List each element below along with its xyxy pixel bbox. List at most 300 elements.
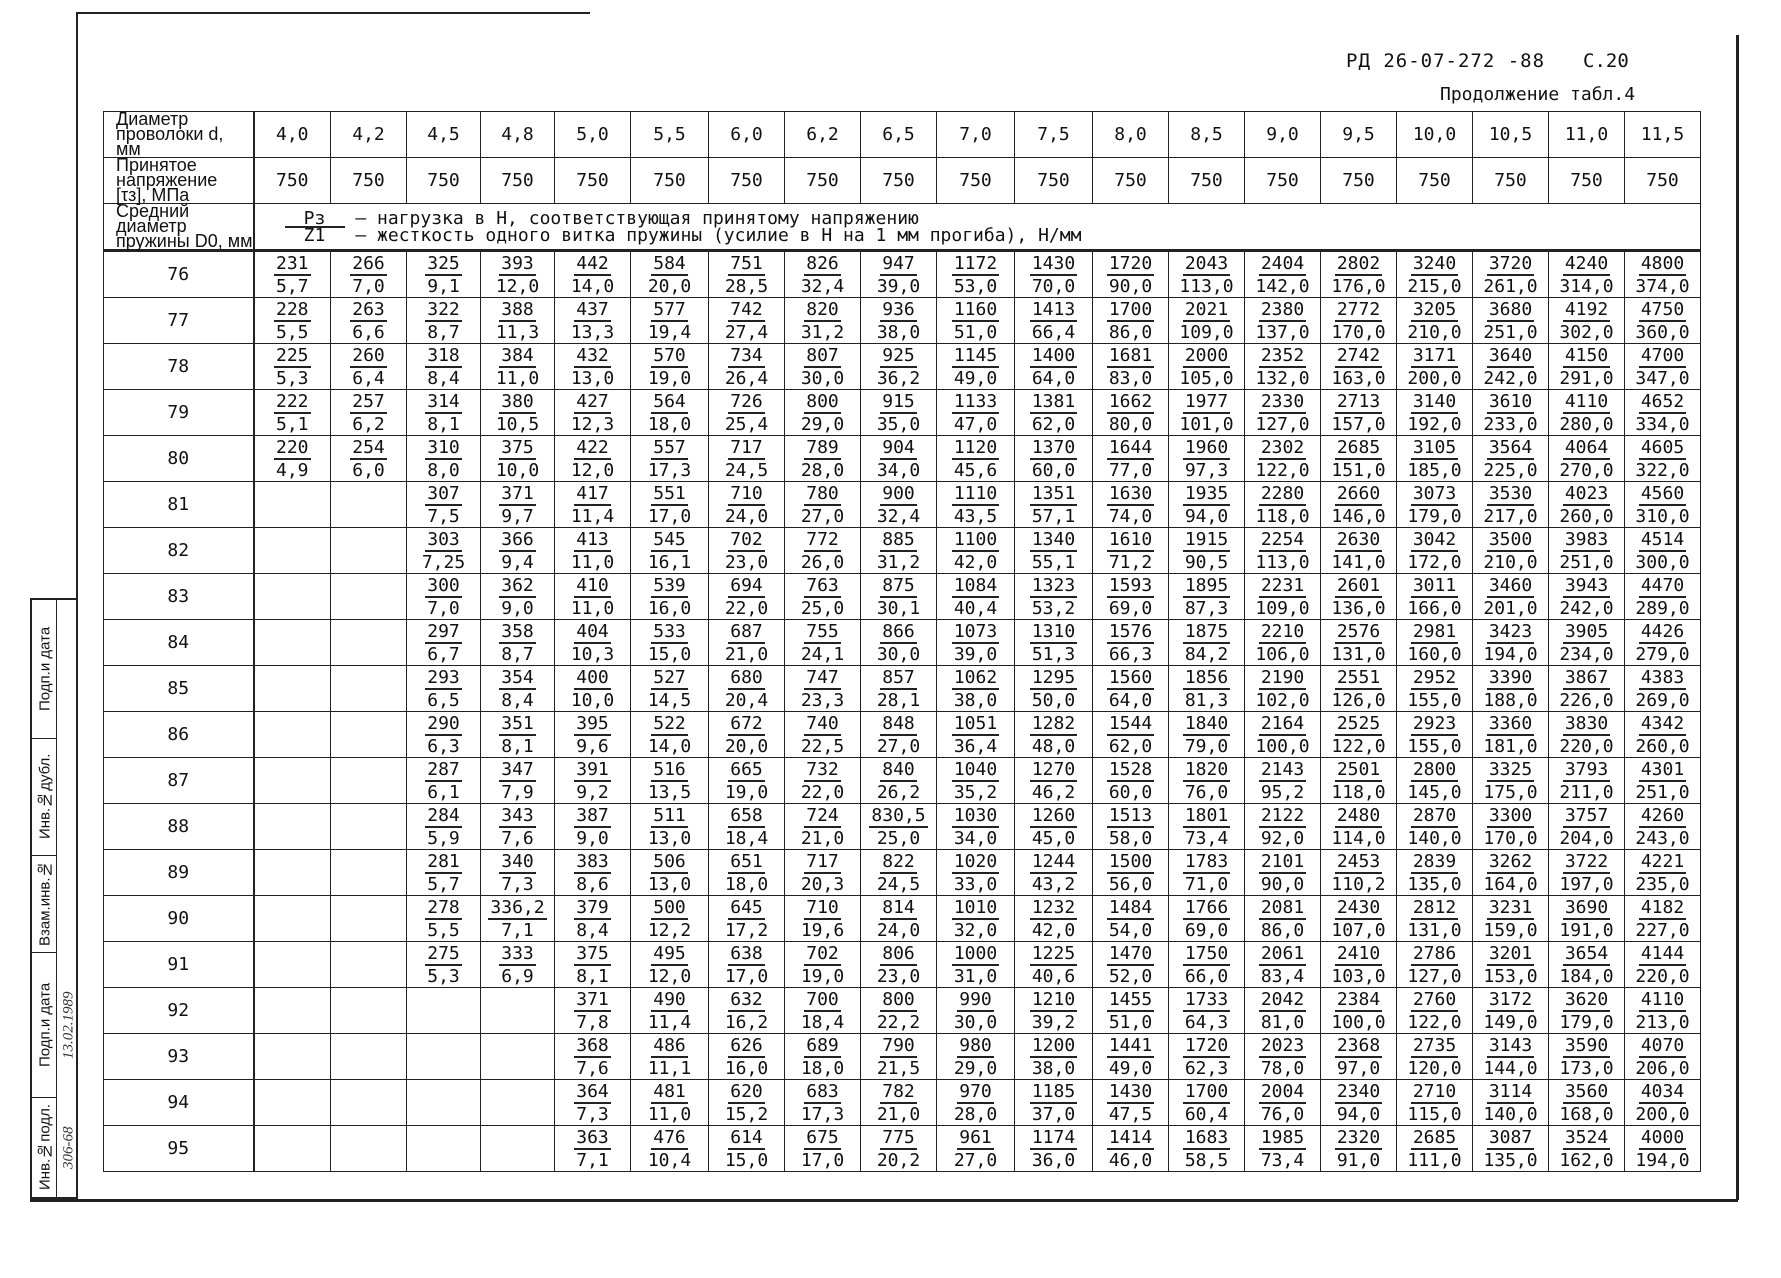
stiffness-value: 149,0 xyxy=(1483,1011,1538,1033)
fraction xyxy=(1635,345,1689,389)
load-stiffness-cell xyxy=(555,804,631,850)
load-value: 2122 xyxy=(1260,804,1305,826)
stiffness-value: 162,0 xyxy=(1559,1149,1614,1171)
stress-value: 750 xyxy=(861,158,937,204)
load-stiffness-cell xyxy=(1169,942,1245,988)
stress-value: 750 xyxy=(331,158,407,204)
load-value: 1544 xyxy=(1108,712,1153,734)
fraction xyxy=(725,253,768,297)
stiffness-value: 55,1 xyxy=(1031,551,1076,573)
load-value: 4150 xyxy=(1564,344,1609,366)
fraction xyxy=(1335,1081,1382,1125)
fraction xyxy=(725,299,768,343)
wire-diameter-value: 7,0 xyxy=(937,112,1015,158)
stiffness-value: 64,0 xyxy=(1108,689,1153,711)
load-stiffness-cell xyxy=(937,1034,1015,1080)
load-stiffness-cell xyxy=(1169,390,1245,436)
fraction xyxy=(1559,483,1613,527)
load-value: 1683 xyxy=(1184,1126,1229,1148)
stiffness-value: 251,0 xyxy=(1635,781,1690,803)
load-stiffness-cell xyxy=(481,666,555,712)
load-stiffness-cell xyxy=(407,850,481,896)
table-row xyxy=(104,298,1701,344)
load-value: 710 xyxy=(806,896,839,918)
load-stiffness-cell xyxy=(1397,1126,1473,1172)
load-stiffness-cell xyxy=(555,298,631,344)
fraction xyxy=(574,1127,611,1171)
fraction xyxy=(1183,897,1230,941)
stiffness-value: 7,5 xyxy=(427,505,460,527)
stiffness-value: 90,0 xyxy=(1260,873,1305,895)
load-stiffness-cell xyxy=(254,436,331,482)
stiffness-value: 95,2 xyxy=(1260,781,1305,803)
mean-diameter-value: 93 xyxy=(104,1034,254,1080)
fraction xyxy=(274,299,311,343)
fraction xyxy=(1183,437,1230,481)
load-stiffness-cell xyxy=(1093,1126,1169,1172)
fraction xyxy=(1030,253,1077,297)
load-value: 1351 xyxy=(1031,482,1076,504)
load-stiffness-cell xyxy=(1549,850,1625,896)
load-stiffness-cell xyxy=(1549,574,1625,620)
load-stiffness-cell xyxy=(1625,1126,1701,1172)
stress-value: 750 xyxy=(1093,158,1169,204)
load-value: 395 xyxy=(576,712,609,734)
load-stiffness-cell xyxy=(1397,896,1473,942)
stiffness-value: 9,0 xyxy=(501,597,534,619)
stiffness-value: 155,0 xyxy=(1407,689,1462,711)
load-stiffness-cell xyxy=(254,712,331,758)
load-value: 413 xyxy=(576,528,609,550)
fraction xyxy=(801,575,844,619)
legend-numerator: Pз xyxy=(285,211,345,228)
load-stiffness-cell xyxy=(785,620,861,666)
load-stiffness-cell xyxy=(1549,482,1625,528)
wire-diameter-value: 8,0 xyxy=(1093,112,1169,158)
fraction xyxy=(425,897,462,941)
load-value: 290 xyxy=(427,712,460,734)
legend-cell xyxy=(254,204,1701,251)
load-value: 807 xyxy=(806,344,839,366)
stiffness-value: 10,4 xyxy=(647,1149,692,1171)
load-stiffness-cell xyxy=(1093,528,1169,574)
fraction xyxy=(1179,253,1233,297)
fraction xyxy=(1635,805,1689,849)
load-value: 347 xyxy=(501,758,534,780)
load-value: 4192 xyxy=(1564,298,1609,320)
fraction xyxy=(725,529,768,573)
stiffness-value: 17,3 xyxy=(800,1103,845,1125)
stiffness-value: 5,5 xyxy=(275,321,309,343)
load-stiffness-cell xyxy=(555,1034,631,1080)
stiffness-value: 27,4 xyxy=(724,321,769,343)
load-value: 486 xyxy=(653,1034,686,1056)
fraction xyxy=(648,437,691,481)
fraction xyxy=(350,345,387,389)
stiffness-value: 5,7 xyxy=(427,873,460,895)
stiffness-value: 200,0 xyxy=(1407,367,1462,389)
load-stiffness-cell xyxy=(1549,758,1625,804)
fraction xyxy=(1483,1127,1537,1171)
fraction xyxy=(1559,437,1613,481)
load-value: 3262 xyxy=(1488,850,1533,872)
stiffness-value: 217,0 xyxy=(1483,505,1538,527)
stiffness-value: 7,6 xyxy=(576,1057,609,1079)
load-value: 1010 xyxy=(953,896,998,918)
fraction xyxy=(952,529,999,573)
load-value: 1084 xyxy=(953,574,998,596)
load-value: 4514 xyxy=(1640,528,1685,550)
stiffness-value: 20,4 xyxy=(724,689,769,711)
fraction xyxy=(425,621,462,665)
stiffness-value: 30,0 xyxy=(876,643,921,665)
load-stiffness-cell xyxy=(555,482,631,528)
stamp-label-inv-orig: Инв.№подл. xyxy=(36,1104,54,1191)
load-value: 379 xyxy=(576,896,609,918)
stiffness-value: 31,2 xyxy=(800,321,845,343)
fraction xyxy=(801,391,844,435)
load-stiffness-cell xyxy=(555,344,631,390)
load-stiffness-cell xyxy=(937,298,1015,344)
load-value: 740 xyxy=(806,712,839,734)
fraction xyxy=(952,437,999,481)
fraction xyxy=(1407,253,1461,297)
load-stiffness-cell xyxy=(1245,390,1321,436)
stress-value: 750 xyxy=(1473,158,1549,204)
load-stiffness-cell xyxy=(331,251,407,298)
load-value: 3867 xyxy=(1564,666,1609,688)
load-stiffness-cell xyxy=(555,528,631,574)
load-stiffness-cell xyxy=(481,574,555,620)
load-value: 915 xyxy=(882,390,915,412)
load-value: 1766 xyxy=(1184,896,1229,918)
load-value: 432 xyxy=(576,344,609,366)
load-value: 3423 xyxy=(1488,620,1533,642)
load-value: 683 xyxy=(806,1080,839,1102)
stiffness-value: 8,7 xyxy=(501,643,534,665)
load-stiffness-cell xyxy=(1397,574,1473,620)
load-stiffness-cell xyxy=(555,942,631,988)
load-stiffness-cell xyxy=(1625,1080,1701,1126)
fraction xyxy=(1635,253,1689,297)
fraction xyxy=(725,391,768,435)
load-stiffness-cell xyxy=(785,528,861,574)
load-value: 2870 xyxy=(1412,804,1457,826)
load-stiffness-cell xyxy=(1549,1034,1625,1080)
load-stiffness-cell xyxy=(1015,574,1093,620)
stiffness-value: 105,0 xyxy=(1179,367,1234,389)
wire-diameter-value: 9,5 xyxy=(1321,112,1397,158)
stiffness-value: 24,1 xyxy=(800,643,845,665)
wire-diameter-value: 5,0 xyxy=(555,112,631,158)
load-value: 307 xyxy=(427,482,460,504)
load-value: 782 xyxy=(882,1080,915,1102)
stiffness-value: 78,0 xyxy=(1260,1057,1305,1079)
page-number: С.20 xyxy=(1583,50,1629,72)
stiffness-value: 4,9 xyxy=(275,459,309,481)
stiffness-value: 170,0 xyxy=(1483,827,1538,849)
fraction xyxy=(574,989,611,1033)
load-stiffness-cell xyxy=(1473,666,1549,712)
load-value: 1232 xyxy=(1031,896,1076,918)
load-value: 354 xyxy=(501,666,534,688)
load-stiffness-cell xyxy=(331,942,407,988)
stiffness-value: 145,0 xyxy=(1407,781,1462,803)
load-stiffness-cell xyxy=(331,620,407,666)
fraction xyxy=(952,575,999,619)
load-stiffness-cell xyxy=(1397,390,1473,436)
wire-diameter-value: 5,5 xyxy=(631,112,709,158)
load-value: 970 xyxy=(959,1080,992,1102)
stiffness-value: 10,3 xyxy=(570,643,615,665)
load-stiffness-cell xyxy=(631,758,709,804)
load-value: 222 xyxy=(275,390,309,412)
fraction xyxy=(1407,805,1461,849)
stiffness-value: 60,0 xyxy=(1108,781,1153,803)
load-value: 1282 xyxy=(1031,712,1076,734)
load-value: 1145 xyxy=(953,344,998,366)
load-stiffness-cell xyxy=(1015,482,1093,528)
load-stiffness-cell xyxy=(1245,1080,1321,1126)
load-value: 225 xyxy=(275,344,309,366)
load-value: 904 xyxy=(882,436,915,458)
fraction xyxy=(1107,299,1154,343)
fraction xyxy=(1407,1035,1461,1079)
load-stiffness-cell xyxy=(1321,1034,1397,1080)
stiffness-value: 7,1 xyxy=(576,1149,609,1171)
fraction xyxy=(648,851,691,895)
stiffness-value: 47,5 xyxy=(1108,1103,1153,1125)
load-value: 1020 xyxy=(953,850,998,872)
load-stiffness-cell xyxy=(785,251,861,298)
load-stiffness-cell xyxy=(785,988,861,1034)
load-value: 297 xyxy=(427,620,460,642)
load-stiffness-cell xyxy=(1397,712,1473,758)
load-value: 1915 xyxy=(1184,528,1229,550)
load-stiffness-cell xyxy=(1549,436,1625,482)
load-value: 2981 xyxy=(1412,620,1457,642)
fraction xyxy=(1183,667,1230,711)
fraction xyxy=(725,1127,768,1171)
fraction xyxy=(801,483,844,527)
load-stiffness-cell xyxy=(1473,850,1549,896)
fraction xyxy=(1107,1035,1154,1079)
stiffness-value: 7,1 xyxy=(501,919,534,941)
load-value: 375 xyxy=(576,942,609,964)
stiffness-value: 7,9 xyxy=(501,781,534,803)
stamp-handwritten-signature: 13.02.1989 xyxy=(60,991,77,1059)
stiffness-value: 347,0 xyxy=(1635,367,1690,389)
fraction xyxy=(1259,851,1306,895)
load-stiffness-cell xyxy=(631,666,709,712)
load-stiffness-cell xyxy=(254,528,331,574)
stiffness-value: 146,0 xyxy=(1331,505,1386,527)
load-stiffness-cell xyxy=(1625,896,1701,942)
fraction xyxy=(801,529,844,573)
stiffness-value: 66,3 xyxy=(1108,643,1153,665)
load-value: 343 xyxy=(501,804,534,826)
stiffness-value: 39,0 xyxy=(876,275,921,297)
stiffness-value: 16,2 xyxy=(724,1011,769,1033)
load-value: 4426 xyxy=(1640,620,1685,642)
stiffness-value: 26,0 xyxy=(800,551,845,573)
stiffness-value: 5,1 xyxy=(275,413,309,435)
fraction xyxy=(1635,621,1689,665)
fraction xyxy=(1483,805,1537,849)
stiffness-value: 14,5 xyxy=(647,689,692,711)
fraction xyxy=(574,1081,611,1125)
load-value: 2368 xyxy=(1336,1034,1381,1056)
stress-value: 750 xyxy=(937,158,1015,204)
load-stiffness-cell xyxy=(1473,988,1549,1034)
load-value: 694 xyxy=(730,574,763,596)
load-stiffness-cell xyxy=(254,988,331,1034)
stiffness-value: 132,0 xyxy=(1255,367,1310,389)
load-value: 363 xyxy=(576,1126,609,1148)
load-value: 2430 xyxy=(1336,896,1381,918)
load-value: 1500 xyxy=(1108,850,1153,872)
stress-value: 750 xyxy=(555,158,631,204)
stiffness-value: 97,3 xyxy=(1184,459,1229,481)
fraction xyxy=(1030,713,1077,757)
load-stiffness-cell xyxy=(785,436,861,482)
stiffness-value: 30,0 xyxy=(953,1011,998,1033)
load-value: 1200 xyxy=(1031,1034,1076,1056)
load-stiffness-cell xyxy=(1625,988,1701,1034)
stiffness-value: 314,0 xyxy=(1559,275,1614,297)
load-stiffness-cell xyxy=(481,251,555,298)
load-stiffness-cell xyxy=(1015,804,1093,850)
load-value: 387 xyxy=(576,804,609,826)
stiffness-value: 29,0 xyxy=(953,1057,998,1079)
load-stiffness-cell xyxy=(555,896,631,942)
load-value: 570 xyxy=(653,344,686,366)
load-value: 4070 xyxy=(1640,1034,1685,1056)
fraction xyxy=(1255,529,1309,573)
stiffness-value: 115,0 xyxy=(1407,1103,1462,1125)
stiffness-value: 12,2 xyxy=(647,919,692,941)
load-value: 3042 xyxy=(1412,528,1457,550)
load-value: 3172 xyxy=(1488,988,1533,1010)
load-value: 275 xyxy=(427,942,460,964)
load-stiffness-cell xyxy=(254,298,331,344)
load-value: 404 xyxy=(576,620,609,642)
load-value: 1340 xyxy=(1031,528,1076,550)
load-value: 4260 xyxy=(1640,804,1685,826)
load-value: 1381 xyxy=(1031,390,1076,412)
load-value: 857 xyxy=(882,666,915,688)
load-value: 500 xyxy=(653,896,686,918)
load-value: 325 xyxy=(427,252,460,274)
load-value: 3143 xyxy=(1488,1034,1533,1056)
fraction xyxy=(952,713,999,757)
fraction xyxy=(648,529,691,573)
stiffness-value: 279,0 xyxy=(1635,643,1690,665)
load-stiffness-cell xyxy=(555,390,631,436)
load-value: 266 xyxy=(352,252,385,274)
legend-line-1: – нагрузка в Н, соответствующая принятому напряжению xyxy=(355,207,919,229)
load-stiffness-cell xyxy=(1397,942,1473,988)
load-stiffness-cell xyxy=(631,1126,709,1172)
stiffness-value: 43,5 xyxy=(953,505,998,527)
load-value: 2081 xyxy=(1260,896,1305,918)
stiffness-value: 17,2 xyxy=(724,919,769,941)
stress-value: 750 xyxy=(709,158,785,204)
fraction xyxy=(725,345,768,389)
load-value: 1593 xyxy=(1108,574,1153,596)
load-value: 527 xyxy=(653,666,686,688)
fraction xyxy=(274,253,311,297)
load-stiffness-cell xyxy=(861,942,937,988)
stiffness-value: 47,0 xyxy=(953,413,998,435)
fraction xyxy=(350,391,387,435)
load-value: 1630 xyxy=(1108,482,1153,504)
fraction xyxy=(1335,1035,1382,1079)
stiffness-value: 28,0 xyxy=(800,459,845,481)
stiffness-value: 90,5 xyxy=(1184,551,1229,573)
load-value: 3205 xyxy=(1412,298,1457,320)
fraction xyxy=(571,575,614,619)
load-stiffness-cell xyxy=(631,804,709,850)
stiffness-value: 43,2 xyxy=(1031,873,1076,895)
load-value: 2839 xyxy=(1412,850,1457,872)
load-value: 384 xyxy=(501,344,534,366)
load-stiffness-cell xyxy=(254,666,331,712)
load-stiffness-cell xyxy=(1625,804,1701,850)
fraction xyxy=(1331,253,1385,297)
stiffness-value: 20,3 xyxy=(800,873,845,895)
stiffness-value: 6,5 xyxy=(427,689,460,711)
fraction xyxy=(571,667,614,711)
load-stiffness-cell xyxy=(1473,896,1549,942)
load-stiffness-cell xyxy=(1625,344,1701,390)
load-value: 1400 xyxy=(1031,344,1076,366)
load-stiffness-cell xyxy=(407,712,481,758)
stiffness-value: 142,0 xyxy=(1255,275,1310,297)
fraction xyxy=(1183,713,1230,757)
fraction xyxy=(1107,437,1154,481)
fraction xyxy=(877,1035,920,1079)
load-value: 380 xyxy=(501,390,534,412)
fraction xyxy=(725,943,768,987)
load-stiffness-cell xyxy=(1549,390,1625,436)
stiffness-value: 206,0 xyxy=(1635,1057,1690,1079)
stiffness-value: 13,5 xyxy=(647,781,692,803)
load-stiffness-cell xyxy=(631,620,709,666)
fraction xyxy=(499,575,536,619)
fraction xyxy=(488,897,546,941)
fraction xyxy=(425,851,462,895)
fraction xyxy=(801,437,844,481)
stiffness-value: 28,5 xyxy=(724,275,769,297)
fraction xyxy=(1635,897,1689,941)
stiffness-value: 191,0 xyxy=(1559,919,1614,941)
stiffness-value: 21,5 xyxy=(876,1057,921,1079)
fraction xyxy=(1559,851,1613,895)
load-stiffness-cell xyxy=(1321,574,1397,620)
load-value: 545 xyxy=(653,528,686,550)
load-stiffness-cell xyxy=(331,298,407,344)
stiffness-value: 6,4 xyxy=(352,367,385,389)
load-stiffness-cell xyxy=(1397,344,1473,390)
mean-diameter-value: 89 xyxy=(104,850,254,896)
fraction xyxy=(1107,1127,1154,1171)
load-value: 231 xyxy=(275,252,309,274)
load-stiffness-cell xyxy=(1015,1126,1093,1172)
stiffness-value: 168,0 xyxy=(1559,1103,1614,1125)
load-value: 557 xyxy=(653,436,686,458)
load-value: 228 xyxy=(275,298,309,320)
